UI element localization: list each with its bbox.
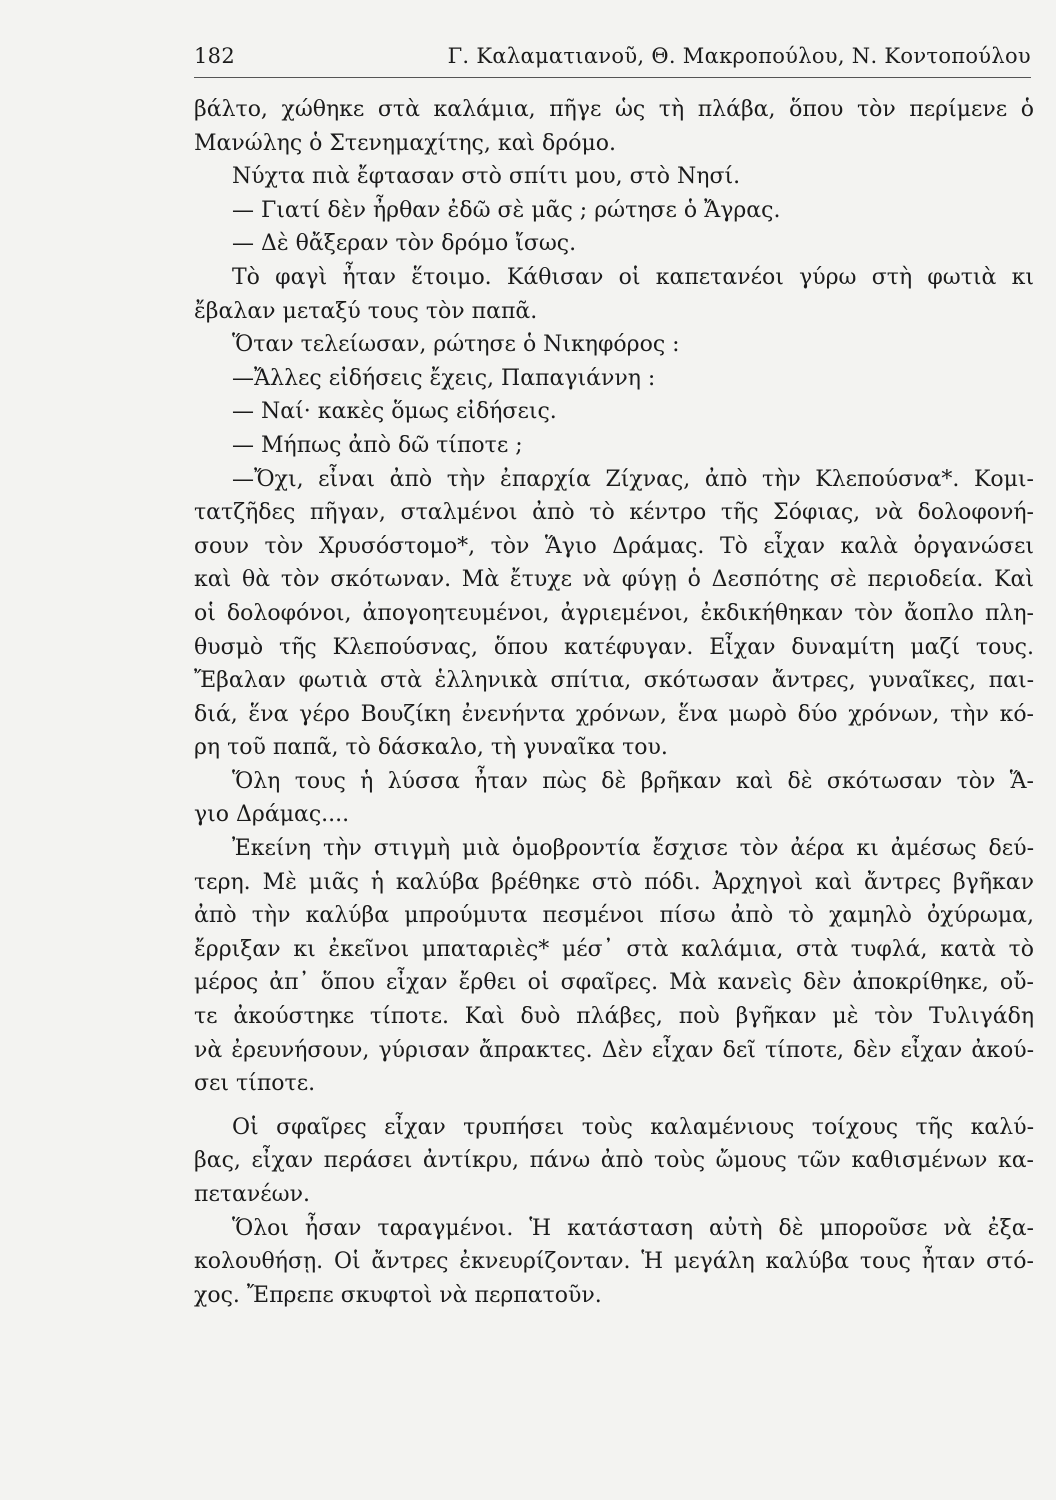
header-rule <box>194 77 1031 78</box>
text-line: διά, ἕνα γέρο Βουζίκη ἐνενήντα χρόνων, ἕνα μωρὸ δύο χρόνων, τὴν κό- <box>194 701 1034 727</box>
text-line: βάλτο, χώθηκε στὰ καλάμια, πῆγε ὡς τὴ πλάβα, ὅπου τὸν περίμενε ὁ <box>194 97 1034 122</box>
text-line: — Μήπως ἀπὸ δῶ τίποτε ; <box>232 432 523 458</box>
running-title: Γ. Καλαματιανοῦ, Θ. Μακροπούλου, Ν. Κοντοπούλου <box>447 44 1031 68</box>
text-line: Νύχτα πιὰ ἔφτασαν στὸ σπίτι μου, στὸ Νησί. <box>232 164 741 190</box>
text-line: θυσμὸ τῆς Κλεπούσνας, ὅπου κατέφυγαν. Εἶχαν δυναμίτη μαζί τους. <box>194 634 1034 660</box>
text-line: οἱ δολοφόνοι, ἀπογοητευμένοι, ἀγριεμένοι, ἐκδικήθηκαν τὸν ἄοπλο πλη- <box>194 600 1034 626</box>
text-line: βας, εἶχαν περάσει ἀντίκρυ, πάνω ἀπὸ τοὺς ὤμους τῶν καθισμένων κα- <box>194 1148 1034 1174</box>
text-line: ἔρριξαν κι ἐκεῖνοι μπαταριὲς* μέσ᾽ στὰ καλάμια, στὰ τυφλά, κατὰ τὸ <box>194 936 1034 962</box>
text-line: Τὸ φαγὶ ἦταν ἕτοιμο. Κάθισαν οἱ καπετανέοι γύρω στὴ φωτιὰ κι <box>232 264 1034 290</box>
text-line: σουν τὸν Χρυσόστομο*, τὸν Ἅγιο Δράμας. Τὸ εἶχαν καλὰ ὀργανώσει <box>194 533 1034 559</box>
text-line: Ὅλοι ἦσαν ταραγμένοι. Ἡ κατάσταση αὐτὴ δὲ μποροῦσε νὰ ἐξα- <box>232 1215 1034 1241</box>
text-line: καὶ θὰ τὸν σκότωναν. Μὰ ἔτυχε νὰ φύγῃ ὁ Δεσπότης σὲ περιοδεία. Καὶ <box>194 567 1034 593</box>
page-header <box>194 44 1031 68</box>
text-line: — Ναί· κακὲς ὅμως εἰδήσεις. <box>232 399 557 425</box>
text-line: μέρος ἀπ᾽ ὅπου εἶχαν ἔρθει οἱ σφαῖρες. Μὰ κανεὶς δὲν ἀποκρίθηκε, οὔ- <box>194 970 1034 996</box>
text-line: χος. Ἔπρεπε σκυφτοὶ νὰ περπατοῦν. <box>194 1282 602 1308</box>
body-text <box>194 93 1034 1312</box>
text-line: τε ἀκούστηκε τίποτε. Καὶ δυὸ πλάβες, ποὺ βγῆκαν μὲ τὸν Τυλιγάδη <box>194 1004 1034 1030</box>
text-line: σει τίποτε. <box>194 1071 316 1097</box>
text-line: —Ὄχι, εἶναι ἀπὸ τὴν ἐπαρχία Ζίχνας, ἀπὸ τὴν Κλεπούσνα*. Κομι- <box>232 466 1034 492</box>
text-line: —Ἄλλες εἰδήσεις ἔχεις, Παπαγιάννη : <box>232 365 656 391</box>
text-line: Ἐκείνη τὴν στιγμὴ μιὰ ὁμοβροντία ἔσχισε τὸν ἀέρα κι ἀμέσως δεύ- <box>232 836 1034 862</box>
text-line: Ὅλη τους ἡ λύσσα ἦταν πὼς δὲ βρῆκαν καὶ δὲ σκότωσαν τὸν Ἅ- <box>232 768 1034 794</box>
text-line: Ὅταν τελείωσαν, ρώτησε ὁ Νικηφόρος : <box>232 332 680 358</box>
text-line: Μανώλης ὁ Στενημαχίτης, καὶ δρόμο. <box>194 130 617 156</box>
text-line: πετανέων. <box>194 1182 310 1207</box>
text-line: Οἱ σφαῖρες εἶχαν τρυπήσει τοὺς καλαμένιους τοίχους τῆς καλύ- <box>232 1114 1034 1140</box>
text-line: ἀπὸ τὴν καλύβα μπρούμυτα πεσμένοι πίσω ἀπὸ τὸ χαμηλὸ ὀχύρωμα, <box>194 903 1034 929</box>
text-line: — Γιατί δὲν ἦρθαν ἐδῶ σὲ μᾶς ; ρώτησε ὁ Ἄγρας. <box>232 197 781 223</box>
text-line: — Δὲ θἄξεραν τὸν δρόμο ἴσως. <box>232 231 577 257</box>
text-line: τατζῆδες πῆγαν, σταλμένοι ἀπὸ τὸ κέντρο τῆς Σόφιας, νὰ δολοφονή- <box>194 500 1034 526</box>
text-line: γιο Δράμας.... <box>194 802 350 828</box>
text-line: κολουθήσῃ. Οἱ ἄντρες ἐκνευρίζονταν. Ἡ μεγάλη καλύβα τους ἦταν στό- <box>194 1249 1034 1275</box>
page-number: 182 <box>194 44 235 68</box>
text-line: τερη. Μὲ μιᾶς ἡ καλύβα βρέθηκε στὸ πόδι. Ἀρχηγοὶ καὶ ἄντρες βγῆκαν <box>194 869 1034 895</box>
text-line: ρη τοῦ παπᾶ, τὸ δάσκαλο, τὴ γυναῖκα του. <box>194 735 668 761</box>
text-line: Ἔβαλαν φωτιὰ στὰ ἑλληνικὰ σπίτια, σκότωσαν ἄντρες, γυναῖκες, παι- <box>194 668 1034 694</box>
text-line: νὰ ἐρευνήσουν, γύρισαν ἄπρακτες. Δὲν εἶχαν δεῖ τίποτε, δὲν εἶχαν ἀκού- <box>194 1037 1034 1063</box>
text-line: ἔβαλαν μεταξύ τους τὸν παπᾶ. <box>194 298 538 324</box>
